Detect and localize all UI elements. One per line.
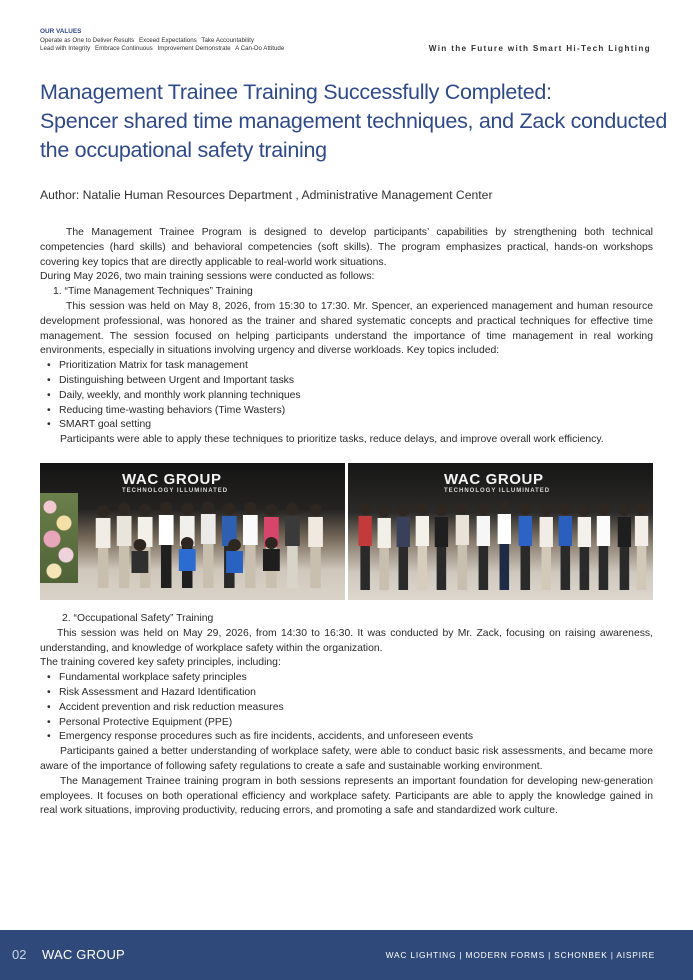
- group-photo-left: [40, 463, 345, 600]
- conclusion-paragraph: The Management Trainee training program in both sessions represents an important foundation for developing new-generation employees. It focuses on both operational efficiency and workplace safety. Participants are able to apply the knowledge gained in real work situations, improving productivity, reducing errors, and promoting a safe and standardized work culture.: [40, 775, 653, 817]
- topics-list-1: [40, 359, 653, 433]
- covered-intro: The training covered key safety principles, including:: [40, 657, 281, 669]
- group-people-right: [348, 463, 653, 600]
- footer-brand-list: WAC LIGHTING | MODERN FORMS | SCHONBEK | AISPIRE: [385, 950, 655, 960]
- footer-brand-logo: WAC GROUP: [42, 947, 125, 962]
- value-item: A Can-Do Attitude: [235, 45, 285, 53]
- values-heading: OUR VALUES: [40, 28, 82, 35]
- section-occupational-safety: [40, 612, 653, 819]
- sessions-intro: During May 2026, two main training sessions were conducted as follows:: [40, 271, 375, 283]
- section-time-management: [40, 226, 653, 448]
- value-item: Take Accountability: [201, 36, 254, 44]
- title-line-1: Management Trainee Training Successfully Completed:: [40, 80, 552, 104]
- session2-outcome: Participants gained a better understanding of workplace safety, were able to conduct basic risk assessments, and became more aware of the importance of following safety regulations to create a safe and sustainable working environment.: [40, 746, 653, 772]
- value-item: Embrace Continuous: [94, 45, 153, 53]
- group-photo-right: [348, 463, 653, 600]
- list-item: • Fundamental workplace safety principles: [40, 671, 653, 686]
- list-item: • Prioritization Matrix for task management: [40, 359, 653, 374]
- value-item: Lead with Integrity: [40, 45, 91, 53]
- value-item: Operate as One to Deliver Results: [40, 36, 135, 44]
- topics-list-2: [40, 671, 653, 745]
- title-line-2: Spencer shared time management techniques, and Zack conducted: [40, 109, 668, 133]
- value-item: Improvement Demonstrate: [157, 45, 231, 53]
- group-people-left: [40, 463, 345, 600]
- list-item: • Distinguishing between Urgent and Important tasks: [40, 374, 653, 389]
- values-line-1: [40, 37, 287, 46]
- session1-outcome: Participants were able to apply these techniques to prioritize tasks, reduce delays, and improve overall work efficiency.: [60, 434, 604, 446]
- sign-text: WAC GROUP: [444, 471, 544, 488]
- list-item: • Accident prevention and risk reduction measures: [40, 701, 653, 716]
- section-heading-1: 1. “Time Management Techniques” Training: [53, 286, 253, 298]
- list-item: • Reducing time-wasting behaviors (Time Wasters): [40, 404, 653, 419]
- page-title: [40, 78, 668, 165]
- title-line-3: the occupational safety training: [40, 138, 327, 162]
- values-line-2: [40, 45, 287, 54]
- author-line: Author: Natalie Human Resources Department , Administrative Management Center: [40, 188, 493, 202]
- list-item: • Risk Assessment and Hazard Identification: [40, 686, 653, 701]
- page-footer: [0, 930, 693, 980]
- intro-paragraph: The Management Trainee Program is designed to develop participants’ capabilities by strengthening both technical competencies (hard skills) and behavioral competencies (soft skills). The program emphasizes practical, hands-on workshops covering key topics that are directly applicable to real-world work situations.: [40, 227, 653, 268]
- list-item: • Emergency response procedures such as fire incidents, accidents, and unforeseen events: [40, 730, 653, 745]
- list-item: • Personal Protective Equipment (PPE): [40, 716, 653, 731]
- tagline: Win the Future with Smart Hi-Tech Lighting: [428, 44, 651, 53]
- our-values: [40, 28, 287, 54]
- session2-description: This session was held on May 29, 2026, from 14:30 to 16:30. It was conducted by Mr. Zack, focusing on raising awareness, understanding, and knowledge of workplace safety within the organization.: [40, 627, 653, 654]
- sign-text: WAC GROUP: [122, 471, 222, 488]
- section-heading-2: 2. “Occupational Safety” Training: [62, 613, 214, 624]
- session1-description: This session was held on May 8, 2026, from 15:30 to 17:30. Mr. Spencer, an experienced management and human resource development professional, was honored as the trainer and shared systematic concepts and practical techniques for effective time management. The session focused on helping participants understand the importance of time management in real working environments, especially in situations involving urgency and diverse workloads. Key topics included:: [40, 300, 653, 357]
- value-item: Exceed Expectations: [138, 36, 197, 44]
- training-photos: [40, 463, 653, 600]
- sign-subtext: TECHNOLOGY ILLUMINATED: [444, 488, 551, 494]
- list-item: • SMART goal setting: [40, 418, 653, 433]
- sign-subtext: TECHNOLOGY ILLUMINATED: [122, 488, 229, 494]
- page-number: 02: [12, 947, 27, 962]
- list-item: • Daily, weekly, and monthly work planning techniques: [40, 389, 653, 404]
